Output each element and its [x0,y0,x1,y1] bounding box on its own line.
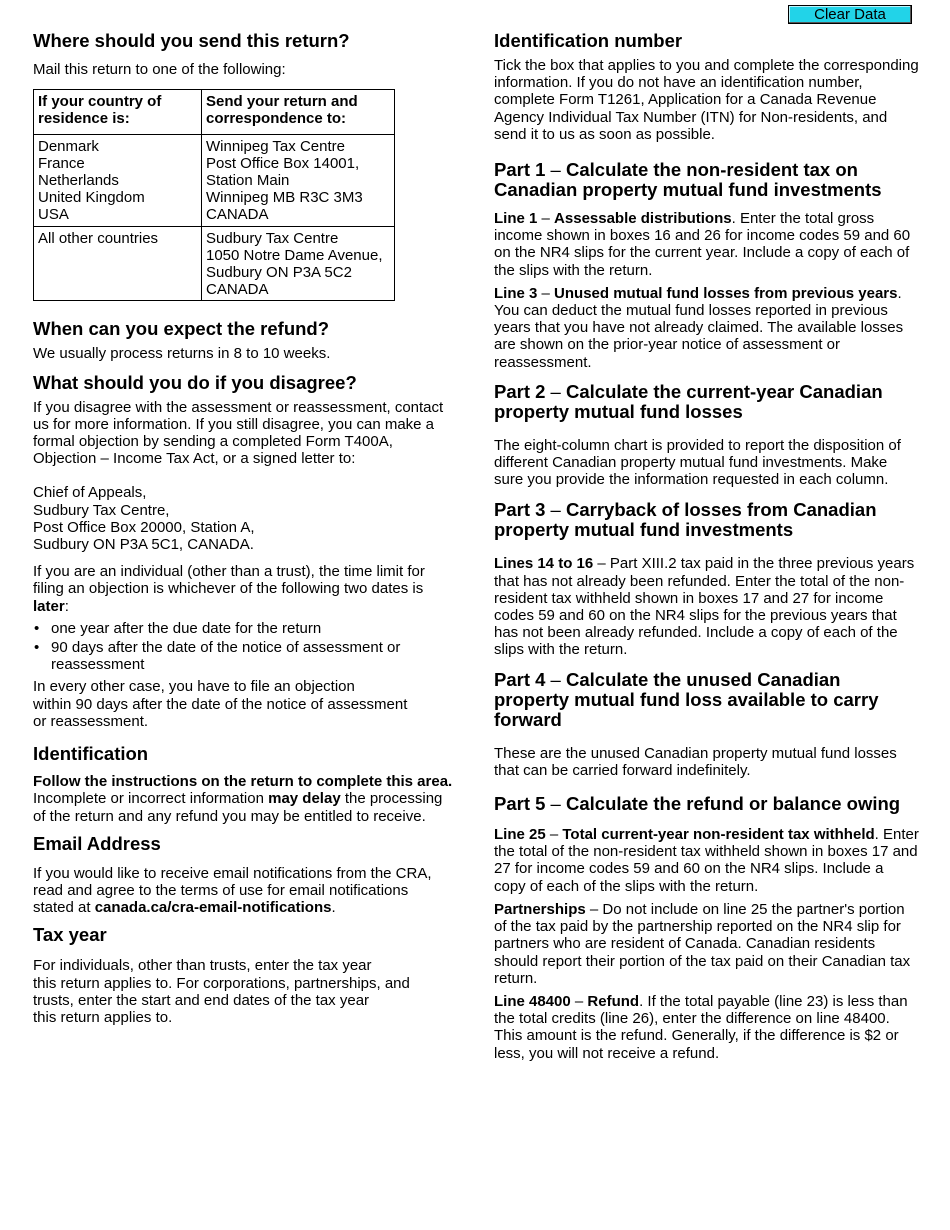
identification-text: Follow the instructions on the return to complete this area. Incomplete or incorrect information may delay the processing of the return and any refund you may be entitled to receive. [33,773,453,825]
tax-year-text: For individuals, other than trusts, enter the tax year this return applies to. For corporations, partnerships, and trusts, enter the start and end dates of the tax year this return applies to. [33,957,410,1026]
where-intro: Mail this return to one of the following: [33,61,286,78]
part1-heading: Part 1 – Calculate the non-resident tax on Canadian property mutual fund investments [494,159,882,201]
table-header-row [34,90,395,134]
part4-heading: Part 4 – Calculate the unused Canadian property mutual fund loss available to carry forward [494,668,879,730]
disagree-text: If you disagree with the assessment or reassessment, contact us for more information. If you still disagree, you can make a formal objection by sending a completed Form T400A, Objection – Income Tax Act, or a signed letter to: [33,398,444,468]
appeals-address: Chief of Appeals, Sudbury Tax Centre, Post Office Box 20000, Station A, Sudbury ON P3A 5C1, CANADA. [33,484,255,554]
table-row [34,134,395,226]
refund-text: We usually process returns in 8 to 10 weeks. [33,345,331,363]
part2-text: The eight-column chart is provided to report the disposition of different Canadian property mutual fund investments. Make sure you provide the information requested in each column. [494,436,901,489]
idnum-text: Tick the box that applies to you and complete the corresponding information. If you do not have an identification number, complete Form T1261, Application for a Canada Revenue Agency Individual Tax Number (ITN) for Non-residents, and send it to us as soon as possible. [494,57,919,143]
table-cell-countries: All other countries [34,226,202,301]
table-cell-address: Winnipeg Tax Centre Post Office Box 14001, Station Main Winnipeg MB R3C 3M3 CANADA [202,134,395,226]
part2-heading: Part 2 – Calculate the current-year Canadian property mutual fund losses [494,380,883,422]
list-item: • 90 days after the date of the notice of assessment or reassessment [34,639,401,674]
idnum-heading: Identification number [494,30,683,51]
list-item: • one year after the due date for the return [34,619,322,637]
time-limit-text: If you are an individual (other than a trust), the time limit for filing an objection is whichever of the following two dates is later: [33,563,425,615]
email-text: If you would like to receive email notifications from the CRA, read and agree to the terms of use for email notifications stated at canada.ca/cra-email-notifications. [33,864,432,917]
part1-line3-text: Line 3 – Unused mutual fund losses from previous years. You can deduct the mutual fund losses reported in previous years that you have not already claimed. The available losses are shown on the prior-year notice of assessment or reassessment. [494,284,904,371]
table-row [34,226,395,301]
where-heading: Where should you send this return? [33,30,350,51]
objection-dates-list [33,620,453,674]
table-cell-address: Sudbury Tax Centre 1050 Notre Dame Avenue, Sudbury ON P3A 5C2 CANADA [202,226,395,301]
part4-text: These are the unused Canadian property mutual fund losses that can be carried forward indefinitely. [494,744,897,779]
email-link: canada.ca/cra-email-notifications [94,899,332,917]
other-case-text: In every other case, you have to file an objection within 90 days after the date of the notice of assessment or reassessment. [33,678,408,730]
part5-line25-text: Line 25 – Total current-year non-resident tax withheld. Enter the total of the non-resident tax withheld shown in boxes 17 and 27 for income codes 59 and 60 on the NR4 slips. Include a copy of each of the slips with the return. [494,826,919,895]
part5-heading: Part 5 – Calculate the refund or balance owing [494,793,901,815]
clear-data-button[interactable]: Clear Data [788,5,912,24]
part5-partnerships-text: Partnerships – Do not include on line 25 the partner's portion of the tax paid by the partnership reported on the NR4 slip for partners who are resident of Canada. Canadian residents should report their portion of the tax paid on their Canadian tax return. [494,900,911,987]
part5-line48400-text: Line 48400 – Refund. If the total payable (line 23) is less than the total credits (line 26), enter the difference on line 48400. This amount is the refund. Generally, if the difference is $2 or less, you will not receive a refund. [494,992,908,1062]
left-column [33,30,453,1026]
later-emphasis: later [33,597,65,615]
refund-heading: When can you expect the refund? [33,318,330,340]
table-header-address: Send your return and correspondence to: [202,90,395,134]
part3-heading: Part 3 – Carryback of losses from Canadian property mutual fund investments [494,499,877,541]
table-cell-countries: Denmark France Netherlands United Kingdom USA [34,134,202,226]
identification-heading: Identification [33,743,149,765]
tax-year-heading: Tax year [33,924,107,946]
bullet-icon: • [34,619,40,637]
table-header-country: If your country of residence is: [34,90,202,134]
tax-centre-table [33,89,395,301]
email-heading: Email Address [33,832,161,854]
bullet-icon: • [34,639,40,657]
disagree-heading: What should you do if you disagree? [33,371,357,393]
right-column [494,30,919,1062]
part1-line1-text: Line 1 – Assessable distributions. Enter the total gross income shown in boxes 16 and 26 for income codes 59 and 60 on the NR4 slips for the current year. Include a copy of each of the slips with the return. [494,210,911,279]
part3-text: Lines 14 to 16 – Part XIII.2 tax paid in the three previous years that has not already been refunded. Enter the total of the non-resident tax withheld shown in boxes 17 and 27 for income codes 59 and 60 on the NR4 slips for the previous years that has not been already refunded. Include a copy of each of the slips with the return. [494,555,915,659]
